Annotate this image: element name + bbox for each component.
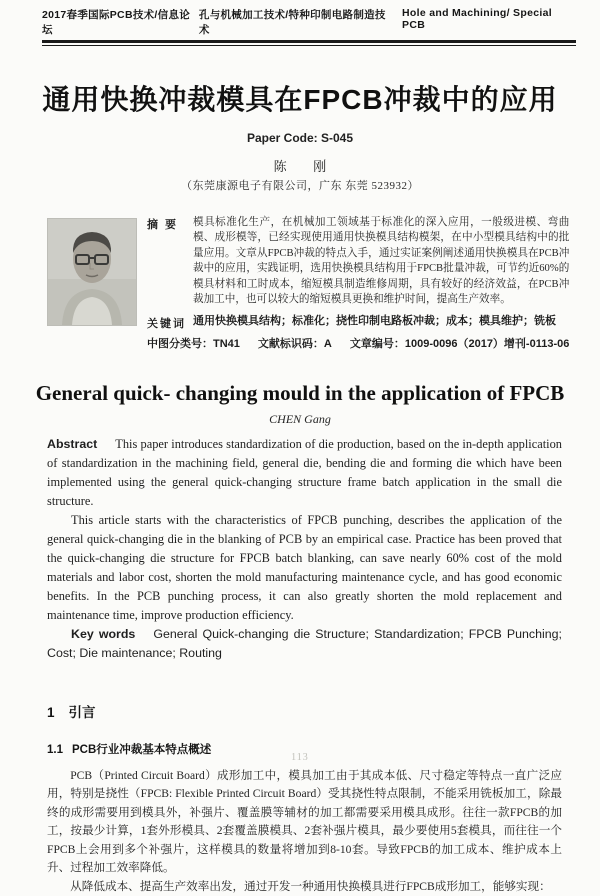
abstract-cn-row bbox=[147, 215, 569, 309]
keywords-cn-row bbox=[147, 314, 569, 331]
section-1-heading bbox=[47, 701, 562, 721]
abstract-en-paragraph-2: This article starts with the characteristics of FPCB punching, describes the application of the general quick-changing die in the blanking of PCB by an empirical case. Practice has been proved that the quick-changing die structure for FPCB batch blanking, can save nearly 60% cost of the mold materials and labor cost, shorten the mold manufacturing maintenance cycle, and has good economic benefits. In the PCB punching process, it can also greatly shorten the mold replacement and maintenance time, improve production efficiency. bbox=[47, 513, 562, 623]
scanned-paper-page bbox=[0, 7, 600, 893]
section-1-1-number: 1.1 bbox=[47, 744, 63, 757]
keywords-cn-text: 通用快换模具结构；标准化；挠性印制电路板冲裁；成本；模具维护；铣板 bbox=[193, 315, 556, 328]
header-right-topic-en: Hole and Machining/ Special PCB bbox=[402, 7, 552, 31]
section-1-1-title: PCB行业冲裁基本特点概述 bbox=[72, 744, 212, 757]
article-id: 文章编号：1009-0096（2017）增刊-0113-06 bbox=[349, 338, 570, 351]
author-name-en: CHEN Gang bbox=[269, 412, 331, 427]
keywords-en-label: Key words bbox=[71, 627, 136, 642]
author-name-cn: 陈 刚 bbox=[273, 158, 339, 174]
keywords-en-row bbox=[47, 625, 562, 663]
keywords-en-text: General Quick-changing die Structure; Standardization; FPCB Punching; Cost; Die maintenance; Routing bbox=[47, 627, 562, 661]
body-paragraph-1: PCB（Printed Circuit Board）成形加工中，模具加工由于其成本低、尺寸稳定等特点一直广泛应用，特别是挠性（FPCB: Flexible Printed Circuit Board）受其挠性特点限制，不能采用铣板加工，除最终的成形需要用到模具外，补强片、覆盖膜等辅材的加工都需要采用模具成形。往往一款FPCB的加工，按最少计算，1套外形模具、2套覆盖膜模具、2套补强片模具，最少要使用5套模具，而往往一个FPCB上会用到多个补强片，这样模具的数量将增加到8-10套。导致FPCB的加工成本、维护成本上升、过程加工效率降低。 bbox=[47, 769, 562, 875]
section-1-title: 引言 bbox=[68, 705, 96, 721]
abstract-en-label: Abstract bbox=[47, 437, 98, 452]
document-code: 文献标识码：A bbox=[257, 338, 332, 351]
paper-code: Paper Code: S-045 bbox=[246, 130, 354, 145]
abstract-cn-label: 摘 要 bbox=[147, 218, 179, 231]
header-divider bbox=[42, 40, 576, 46]
header-right bbox=[199, 7, 576, 37]
clc-number: 中图分类号：TN41 bbox=[147, 338, 240, 351]
author-affiliation: （东莞康源电子有限公司，广东 东莞 523932） bbox=[181, 179, 419, 192]
body-paragraph-2: 从降低成本、提高生产效率出发，通过开发一种通用快换模具进行FPCB成形加工，能够实现： bbox=[70, 879, 551, 893]
header-rule-thin bbox=[42, 45, 576, 46]
abstract-column bbox=[147, 215, 569, 352]
header-right-topic-cn: 孔与机械加工技术/特种印制电路制造技术 bbox=[198, 9, 386, 36]
keywords-cn-label: 关键词 bbox=[147, 318, 186, 331]
paper-title-cn: 通用快换冲裁模具在FPCB冲裁中的应用 bbox=[42, 83, 558, 115]
paper-title-en: General quick- changing mould in the application of FPCB bbox=[35, 381, 565, 406]
author-photo bbox=[47, 218, 137, 326]
abstract-en-paragraph-1 bbox=[47, 435, 562, 511]
classification-row bbox=[147, 335, 569, 351]
header-rule-thick bbox=[42, 40, 576, 43]
abstract-block bbox=[47, 215, 570, 352]
abstract-en-p1-text: This paper introduces standardization of die production, based on the in-depth application of standardization in the machining field, general die, bending die and forming die which have been implemented using the general quick-changing structure frame batch application in the small die structure. bbox=[47, 437, 562, 509]
header-left-forum: 2017春季国际PCB技术/信息论坛 bbox=[42, 9, 191, 36]
running-header bbox=[42, 7, 576, 37]
abstract-cn-text: 模具标准化生产，在机械加工领域基于标准化的深入应用，一般级进模、弯曲模、成形模等，已经实现使用通用快换模具结构模架，在中小型模具结构中的批量应用。文章从FPCB冲裁的特点入手，通过实证案例阐述通用快换模具在PCB冲裁中的应用，实践证明，选用快换模具结构用于FPCB批量冲裁，可节约近60%的模具材料和工时成本，缩短模具制造维修周期，具有较好的经济效益，在PCB冲裁加工中，也可以较大的缩短模具更换和维护时间，提高生产效率。 bbox=[193, 216, 570, 306]
page-number: 113 bbox=[291, 752, 309, 763]
section-1-number: 1 bbox=[47, 705, 55, 721]
